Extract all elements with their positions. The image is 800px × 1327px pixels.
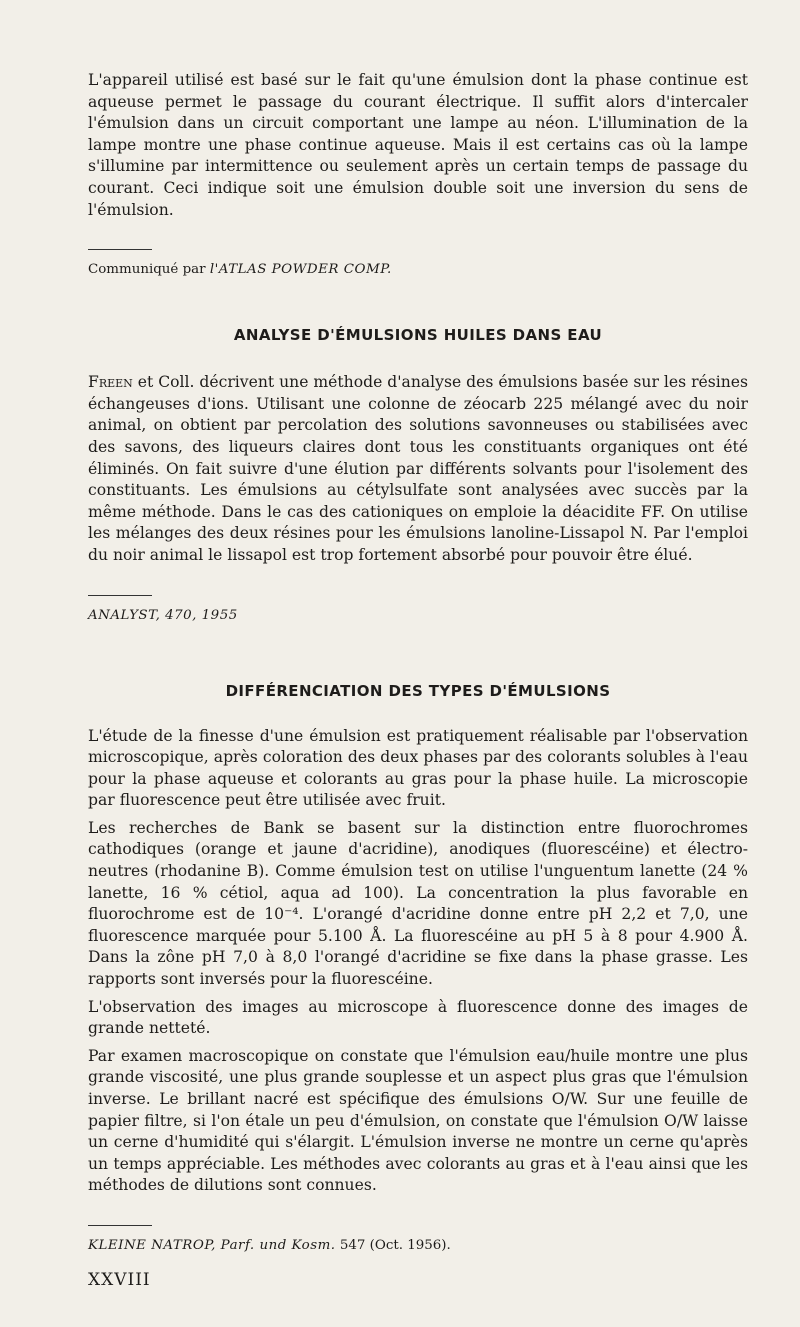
- divider-rule: [88, 595, 152, 596]
- source-rest: 547 (Oct. 1956).: [335, 1237, 451, 1253]
- divider-rule: [88, 249, 152, 250]
- section2-heading: ANALYSE D'ÉMULSIONS HUILES DANS EAU: [233, 326, 603, 345]
- source-italic: ANALYST, 470, 1955: [88, 607, 238, 623]
- source-italic: KLEINE NATROP, Parf. und Kosm.: [88, 1237, 336, 1253]
- section1-source: [88, 260, 748, 280]
- section2-body: et Coll. décrivent une méthode d'analyse des émulsions basée sur les résines échangeuses d'ions. Utilisant une colonne de zéocarb 225 mélangé avec du noir animal, on obtient par percolation des solutions savonneuses ou stabilisées avec des savons, des liqueurs claires dont tous les constituants organiques ont été éliminés. On fait suivre d'une élution par différents solvants pour l'isolement des constituants. Les émulsions au cétylsulfate sont analysées avec succès par la même méthode. Dans le cas des cationiques on emploie la déacidite FF. On utilise les mélanges des deux résines pour les émulsions lanoline-Lissapol N. Par l'emploi du noir animal le lissapol est trop fortement absorbé pour pouvoir être élué.: [88, 373, 749, 564]
- section3-paragraph-1: L'étude de la finesse d'une émulsion est pratiquement réalisable par l'observation microscopique, après coloration des deux phases par des colorants solubles à l'eau pour la phase aqueuse et colorants au gras pour la phase huile. La microscopie par fluorescence peut être utilisée avec fruit.: [88, 726, 748, 810]
- section3-paragraph-4: Par examen macroscopique on constate que l'émulsion eau/huile montre une plus grande viscosité, une plus grande souplesse et un aspect plus gras que l'émulsion inverse. Le brillant nacré est spécifique des émulsions O/W. Sur une feuille de papier filtre, si l'on étale un peu d'émulsion, on constate que l'émulsion O/W laisse un cerne d'humidité qui s'élargit. L'émulsion inverse ne montre un cerne qu'après un temps appréciable. Les méthodes avec colorants au gras et à l'eau ainsi que les méthodes de dilutions sont connues.: [88, 1046, 748, 1195]
- section2-paragraph: [88, 372, 748, 566]
- section3-heading: DIFFÉRENCIATION DES TYPES D'ÉMULSIONS: [225, 681, 611, 700]
- source-prefix: Communiqué par: [88, 262, 210, 278]
- text-column: [88, 70, 748, 1256]
- author-name: Freen: [88, 373, 133, 392]
- section3-source: [88, 1236, 748, 1256]
- section2-source: [88, 606, 748, 626]
- section3-paragraph-2: Les recherches de Bank se basent sur la distinction entre fluorochromes cathodiques (orange et jaune d'acridine), anodiques (fluorescéine) et électro-neutres (rhodanine B). Comme émulsion test on utilise l'unguentum lanette (24 % lanette, 16 % cétiol, aqua ad 100). La concentration la plus favorable en fluorochrome est de 10⁻⁴. L'orangé d'acridine donne entre pH 2,2 et 7,0, une fluorescence marquée pour 5.100 Å. La fluorescéine au pH 5 à 8 pour 4.900 Å. Dans la zône pH 7,0 à 8,0 l'orangé d'acridine se fixe dans la phase grasse. Les rapports sont inversés pour la fluorescéine.: [88, 818, 748, 989]
- page-number: XXVIII: [88, 1270, 151, 1290]
- section3-paragraph-3: L'observation des images au microscope à fluorescence donne des images de grande netteté.: [88, 997, 748, 1038]
- source-italic: l'ATLAS POWDER COMP.: [209, 262, 392, 278]
- divider-rule: [88, 1225, 152, 1226]
- section1-paragraph: L'appareil utilisé est basé sur le fait qu'une émulsion dont la phase continue est aqueuse permet le passage du courant électrique. Il suffit alors d'intercaler l'émulsion dans un circuit comportant une lampe au néon. L'illumination de la lampe montre une phase continue aqueuse. Mais il est certains cas où la lampe s'illumine par intermittence ou seulement après un certain temps de passage du courant. Ceci indique soit une émulsion double soit une inversion du sens de l'émulsion.: [88, 71, 748, 219]
